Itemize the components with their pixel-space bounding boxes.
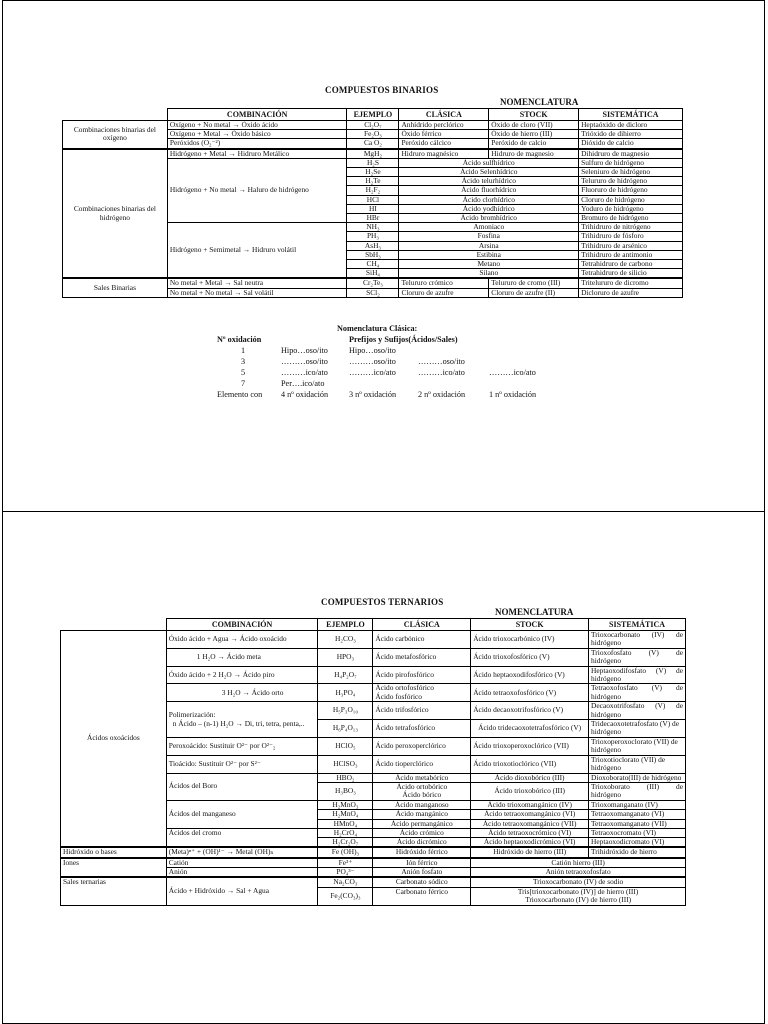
cell-stock-sistematica-line: Trioxocarbonato (IV) de hierro (III) (525, 895, 632, 905)
cell-clasica: Ácido tioperclórico (373, 755, 471, 773)
cell-stock: Ácido trioxotioclórico (VII) (471, 755, 589, 773)
cell-combinacion: Óxido ácido + Agua → Ácido oxoácido (166, 631, 318, 649)
cell-ejemplo: CH₄ (347, 260, 399, 269)
cell-stock: Ácido tridecaoxotetrafosfórico (V) (471, 720, 589, 738)
cell-clasica: Amoniaco (399, 223, 579, 232)
legend-cell: Hipo…oso/ito (349, 346, 396, 355)
cell-clasica: Ácido trifosfórico (373, 702, 471, 720)
group-iones: Iones (61, 858, 167, 878)
page-binarios (2, 0, 765, 512)
cell-ejemplo: H₂F₂ (347, 186, 399, 195)
cell-sistematica: Yoduro de hidrógeno (579, 204, 683, 213)
nomenclatura-label: NOMENCLATURA (495, 607, 574, 617)
cell-combinacion: (Meta)ⁿ⁺ + (OH)¹⁻ → Metal (OH)ₙ (166, 847, 318, 857)
cell-stock: Ácido trioxocarbónico (IV) (471, 631, 589, 649)
cell-ejemplo: Fe₂(CO₃)₃ (318, 887, 373, 905)
cell-sistematica: Sulfuro de hidrógeno (579, 158, 683, 167)
legend-cell: Elemento con (217, 390, 263, 399)
cell-combinacion: Tioácido: Sustituir O²⁻ por S²⁻ (166, 755, 318, 773)
cell-clasica: Ácido sulfhídrico (399, 158, 579, 167)
cell-ejemplo: H₂S (347, 158, 399, 167)
cell-clasica: Ácido yodhídrico (399, 204, 579, 213)
cell-stock: Óxido de hierro (III) (489, 130, 579, 139)
cell-stock-sistematica-line: Tris[trioxocarbonato (IV)] de hierro (III) (517, 886, 639, 896)
cell-stock: Ácido dioxobórico (III) (471, 773, 589, 782)
cell-stock: Telururo de cromo (III) (489, 278, 579, 288)
cell-sistematica: Dicloruro de azufre (579, 288, 683, 297)
cell-sistematica: Trioxoborato (III) de hidrógeno (589, 782, 686, 800)
cell-ejemplo: H₂Se (347, 168, 399, 177)
cell-combinacion: Ácido + Hidróxido → Sal + Agua (166, 877, 318, 905)
header-combinacion: COMBINACIÓN (167, 109, 347, 121)
cell-clasica: Ácido mangánico (373, 810, 471, 819)
cell-combinacion: Hidrógeno + Semimetal → Hidruro volátil (167, 223, 347, 279)
cell-combinacion: Peroxoácido: Sustituir O²⁻ por O²⁻₂ (166, 737, 318, 755)
cell-sistematica: Cloruro de hidrógeno (579, 195, 683, 204)
cell-combinacion: Oxígeno + No metal → Óxido ácido (167, 121, 347, 130)
cell-sistematica: Trioxofosfato (V) de hidrógeno (589, 648, 686, 666)
cell-clasica: Ácido fluorhídrico (399, 186, 579, 195)
cell-clasica-line: Ácido ortofosfórico (375, 683, 434, 693)
cell-stock: Ácido tetraoxomangánico (VI) (471, 810, 589, 819)
cell-sistematica: Tritelururo de dicromo (579, 278, 683, 288)
cell-clasica: Estibina (399, 250, 579, 259)
cell-sistematica: Tetrahidruro de silicio (579, 269, 683, 279)
cell-ejemplo: H₂MnO₄ (318, 810, 373, 819)
cell-clasica: Peróxido cálcico (399, 139, 489, 149)
cell-ejemplo: Cr₂Te₃ (347, 278, 399, 288)
cell-ejemplo: Fe³⁺ (318, 858, 373, 868)
cell-clasica: Óxido férrico (399, 130, 489, 139)
cell-sistematica: Trihidruro de nitrógeno (579, 223, 683, 232)
cell-clasica: Anhídrido perclórico (399, 121, 489, 130)
cell-ejemplo: HClO₅ (318, 737, 373, 755)
cell-stock: Ácido tetraoxofosfórico (V) (471, 684, 589, 702)
cell-combinacion: Óxido ácido + 2 H₂O → Ácido piro (166, 666, 318, 684)
page-title: COMPUESTOS BINARIOS (325, 85, 439, 95)
ternary-compounds-table (60, 618, 686, 906)
cell-combinacion: Peróxidos (O₂⁻²) (167, 139, 347, 149)
cell-combinacion: Hidrógeno + Metal → Hidruro Metálico (167, 149, 347, 159)
cell-clasica: Ácido peroxoperclórico (373, 737, 471, 755)
cell-ejemplo: SbH₃ (347, 250, 399, 259)
cell-sistematica: Heptaoxodifosfato (V) de hidrógeno (589, 666, 686, 684)
table-row (61, 877, 686, 887)
cell-ejemplo: H₃BO₃ (318, 782, 373, 800)
cell-ejemplo: Ca O₂ (347, 139, 399, 149)
cell-stock: Ácido trioxobórico (III) (471, 782, 589, 800)
cell-sistematica: Dióxido de calcio (579, 139, 683, 149)
cell-clasica: Hidróxido férrico (373, 847, 471, 857)
binary-compounds-table (62, 108, 683, 298)
cell-stock: Ácido heptaoxodifosfórico (V) (471, 666, 589, 684)
cell-combinacion (166, 702, 318, 738)
group-sales-ternarias: Sales ternarias (61, 877, 167, 905)
legend-cell: 5 (241, 368, 246, 377)
cell-stock: Ácido tetraoxocrómico (VI) (471, 828, 589, 837)
cell-clasica: Hidruro magnésico (399, 149, 489, 159)
cell-clasica: Ácido tetrafosfórico (373, 720, 471, 738)
header-ejemplo: EJEMPLO (318, 619, 373, 631)
cell-sistematica: Dihidruro de magnesio (579, 149, 683, 159)
cell-ejemplo: HClSO₃ (318, 755, 373, 773)
cell-clasica: Carbonato sódico (373, 877, 471, 887)
table-row (61, 847, 686, 857)
cell-clasica-line: Ácido ortobórico (396, 781, 448, 791)
cell-ejemplo: H₄P₂O₇ (318, 666, 373, 684)
legend-cell: ………ico/ato (418, 368, 465, 377)
table-row (61, 858, 686, 868)
cell-clasica-line: Ácido bórico (402, 790, 442, 800)
legend-cell: 2 nº oxidación (418, 390, 466, 399)
cell-ejemplo: SiH₄ (347, 269, 399, 279)
cell-ejemplo: H₂MnO₃ (318, 800, 373, 809)
cell-ejemplo: H₂CO₃ (318, 631, 373, 649)
cell-ejemplo: HMnO₄ (318, 819, 373, 828)
cell-ejemplo: PO₄³⁻ (318, 868, 373, 878)
header-sistematica: SISTEMÁTICA (579, 109, 683, 121)
cell-clasica: Silano (399, 269, 579, 279)
legend-header-prefijos: Prefijos y Sufijos(Ácidos/Sales) (349, 335, 458, 344)
group-hidroxido: Hidróxido o bases (61, 847, 167, 857)
cell-stock: Hidruro de magnesio (489, 149, 579, 159)
cell-ejemplo: HI (347, 204, 399, 213)
cell-stock: Ácido heptaoxodicrómico (VI) (471, 838, 589, 847)
cell-sistematica: Trihidruro de fósforo (579, 232, 683, 241)
header-clasica: CLÁSICA (373, 619, 471, 631)
cell-ejemplo: HPO₃ (318, 648, 373, 666)
header-stock: STOCK (471, 619, 589, 631)
cell-stock-sistematica (471, 887, 686, 905)
cell-clasica: Ácido carbónico (373, 631, 471, 649)
cell-clasica: Ácido Selenhídrico (399, 168, 579, 177)
legend-cell: 7 (241, 379, 246, 388)
cell-combinacion: No metal + Metal → Sal neutra (167, 278, 347, 288)
cell-ejemplo: H₂Cr₂O₇ (318, 838, 373, 847)
cell-clasica: Telururo crómico (399, 278, 489, 288)
cell-clasica: Carbonato férrico (373, 887, 471, 905)
cell-sistematica: Tridecaoxotetrafosfato (V) de hidrógeno (589, 720, 686, 738)
header-sistematica: SISTEMÁTICA (589, 619, 686, 631)
cell-stock: Peróxido de calcio (489, 139, 579, 149)
cell-ejemplo: HBO₂ (318, 773, 373, 782)
cell-sistematica: Trioxotioclorato (VII) de hidrógeno (589, 755, 686, 773)
cell-ejemplo: NH₃ (347, 223, 399, 232)
cell-sistematica: Tetraoxofosfato (V) de hidrógeno (589, 684, 686, 702)
table-row (63, 278, 683, 288)
legend-cell: 3 nº oxidación (349, 390, 397, 399)
cell-sistematica: Trioxomanganato (IV) (589, 800, 686, 809)
group-hidrogeno: Combinaciones binarias del hidrógeno (63, 149, 168, 279)
cell-clasica: Ácido telurhídrico (399, 177, 579, 186)
cell-sistematica: Trihidróxido de hierro (589, 847, 686, 857)
cell-combinacion: Hidrógeno + No metal → Haluro de hidrógeno (167, 158, 347, 222)
nomenclatura-label: NOMENCLATURA (500, 97, 579, 107)
cell-ejemplo: H₅P₃O₁₀ (318, 702, 373, 720)
cell-ejemplo: H₆P₄O₁₃ (318, 720, 373, 738)
cell-clasica: Anión fosfato (373, 868, 471, 878)
cell-combinacion: Ácidos del manganeso (166, 800, 318, 828)
legend-cell: 1 (241, 346, 246, 355)
cell-combinacion: Ácidos del cromo (166, 828, 318, 847)
cell-combinacion: No metal + No metal → Sal volátil (167, 288, 347, 297)
cell-stock: Ácido decaoxotrifosfórico (V) (471, 702, 589, 720)
cell-combinacion-line: n Ácido – (n-1) H₂O → Di, tri, tetra, penta,.. (172, 718, 305, 728)
cell-sistematica: Tetraoxomanganato (VI) (589, 810, 686, 819)
header-ejemplo: EJEMPLO (347, 109, 399, 121)
cell-stock-sistematica: Anión tetraoxofosfato (471, 868, 686, 878)
group-oxigeno: Combinaciones binarias del oxígeno (63, 121, 168, 149)
cell-clasica: Ácido bromhídrico (399, 214, 579, 223)
cell-stock: Ácido trioxoperoxoclórico (VII) (471, 737, 589, 755)
group-sales-binarias: Sales Binarias (63, 278, 168, 297)
cell-combinacion-line: Polimerización: (168, 710, 216, 720)
cell-ejemplo: HCl (347, 195, 399, 204)
cell-ejemplo: Cl₂O₇ (347, 121, 399, 130)
cell-sistematica: Heptaoxodicromato (VI) (589, 838, 686, 847)
cell-clasica: Ácido metafosfórico (373, 648, 471, 666)
cell-clasica: Ácido manganoso (373, 800, 471, 809)
table-row (63, 149, 683, 159)
header-combinacion: COMBINACIÓN (166, 619, 318, 631)
cell-ejemplo: Fe (OH)₃ (318, 847, 373, 857)
group-oxoacidos: Ácidos oxoácidos (61, 631, 167, 848)
cell-stock-sistematica: Catión hierro (III) (471, 858, 686, 868)
cell-sistematica: Tetrahidruro de carbono (579, 260, 683, 269)
header-stock: STOCK (489, 109, 579, 121)
cell-sistematica: Tetraoxocromato (VI) (589, 828, 686, 837)
cell-sistematica: Dioxoborato(III) de hidrógeno (589, 773, 686, 782)
legend-cell: ………oso/ito (418, 357, 465, 366)
cell-ejemplo: Fe₂O₃ (347, 130, 399, 139)
cell-combinacion: Catión (166, 858, 318, 868)
cell-clasica: Ácido metabórico (373, 773, 471, 782)
cell-combinacion: 1 H₂O → Ácido meta (166, 648, 318, 666)
cell-clasica: Ácido dicrómico (373, 838, 471, 847)
cell-clasica (373, 684, 471, 702)
cell-clasica: Ácido pirofosfórico (373, 666, 471, 684)
cell-sistematica: Tetraoxomanganato (VII) (589, 819, 686, 828)
cell-stock: Óxido de cloro (VII) (489, 121, 579, 130)
cell-ejemplo: H₂Te (347, 177, 399, 186)
cell-clasica: Ión férrico (373, 858, 471, 868)
legend-cell: Hipo…oso/ito (281, 346, 328, 355)
legend-cell: 1 nº oxidación (489, 390, 537, 399)
legend-cell: ………ico/ato (281, 368, 328, 377)
cell-sistematica: Trioxocarbonato (IV) de hidrógeno (589, 631, 686, 649)
cell-sistematica: Bromuro de hidrógeno (579, 214, 683, 223)
cell-combinacion: Oxígeno + Metal → Óxido básico (167, 130, 347, 139)
cell-sistematica: Heptaóxido de dicloro (579, 121, 683, 130)
legend-header-oxidacion: Nº oxidación (217, 335, 262, 344)
cell-ejemplo: HBr (347, 214, 399, 223)
cell-stock: Ácido tetraoxomangánico (VII) (471, 819, 589, 828)
legend-cell: 3 (241, 357, 246, 366)
cell-ejemplo: Na₂CO₃ (318, 877, 373, 887)
cell-sistematica: Trihidruro de arsénico (579, 241, 683, 250)
legend-cell: ………ico/ato (489, 368, 536, 377)
cell-stock: Ácido trioxofosfórico (V) (471, 648, 589, 666)
cell-clasica: Ácido clorhídrico (399, 195, 579, 204)
cell-sistematica: Fluoruro de hidrógeno (579, 186, 683, 195)
cell-sistematica: Telururo de hidrógeno (579, 177, 683, 186)
cell-sistematica: Decaoxotrifosfato (V) de hidrógeno (589, 702, 686, 720)
cell-stock: Ácido trioxomangánico (IV) (471, 800, 589, 809)
cell-clasica (373, 782, 471, 800)
cell-clasica-line: Ácido fosfórico (375, 691, 422, 701)
cell-combinacion: 3 H₂O → Ácido orto (166, 684, 318, 702)
cell-clasica: Cloruro de azufre (399, 288, 489, 297)
cell-ejemplo: PH₃ (347, 232, 399, 241)
cell-ejemplo: AsH₃ (347, 241, 399, 250)
cell-sistematica: Seleniuro de hidrógeno (579, 168, 683, 177)
cell-ejemplo: SCl₂ (347, 288, 399, 297)
cell-stock: Hidróxido de hierro (III) (471, 847, 589, 857)
legend-cell: 4 nº oxidación (281, 390, 329, 399)
legend-title: Nomenclatura Clásica: (337, 324, 418, 333)
cell-clasica: Ácido permangánico (373, 819, 471, 828)
cell-ejemplo: H₃PO₄ (318, 684, 373, 702)
legend-cell: ………oso/ito (281, 357, 328, 366)
legend-cell: ………ico/ato (349, 368, 396, 377)
legend-cell: Per….ico/ato (281, 379, 325, 388)
cell-ejemplo: H₂CrO₄ (318, 828, 373, 837)
cell-stock: Cloruro de azufre (II) (489, 288, 579, 297)
cell-combinacion: Ácidos del Boro (166, 773, 318, 800)
cell-combinacion: Anión (166, 868, 318, 878)
cell-ejemplo: MgH₂ (347, 149, 399, 159)
cell-clasica: Ácido crómico (373, 828, 471, 837)
legend-cell: ………oso/ito (349, 357, 396, 366)
table-row (61, 631, 686, 649)
cell-sistematica: Trioxoperoxoclorato (VII) de hidrógeno (589, 737, 686, 755)
header-clasica: CLÁSICA (399, 109, 489, 121)
page-title: COMPUESTOS TERNARIOS (321, 597, 444, 607)
cell-sistematica: Trihidruro de antimonio (579, 250, 683, 259)
cell-sistematica: Trióxido de dihierro (579, 130, 683, 139)
page-ternarios (2, 511, 765, 1024)
cell-stock-sistematica: Trioxocarbonato (IV) de sodio (471, 877, 686, 887)
cell-clasica: Metano (399, 260, 579, 269)
cell-clasica: Arsina (399, 241, 579, 250)
cell-clasica: Fosfina (399, 232, 579, 241)
